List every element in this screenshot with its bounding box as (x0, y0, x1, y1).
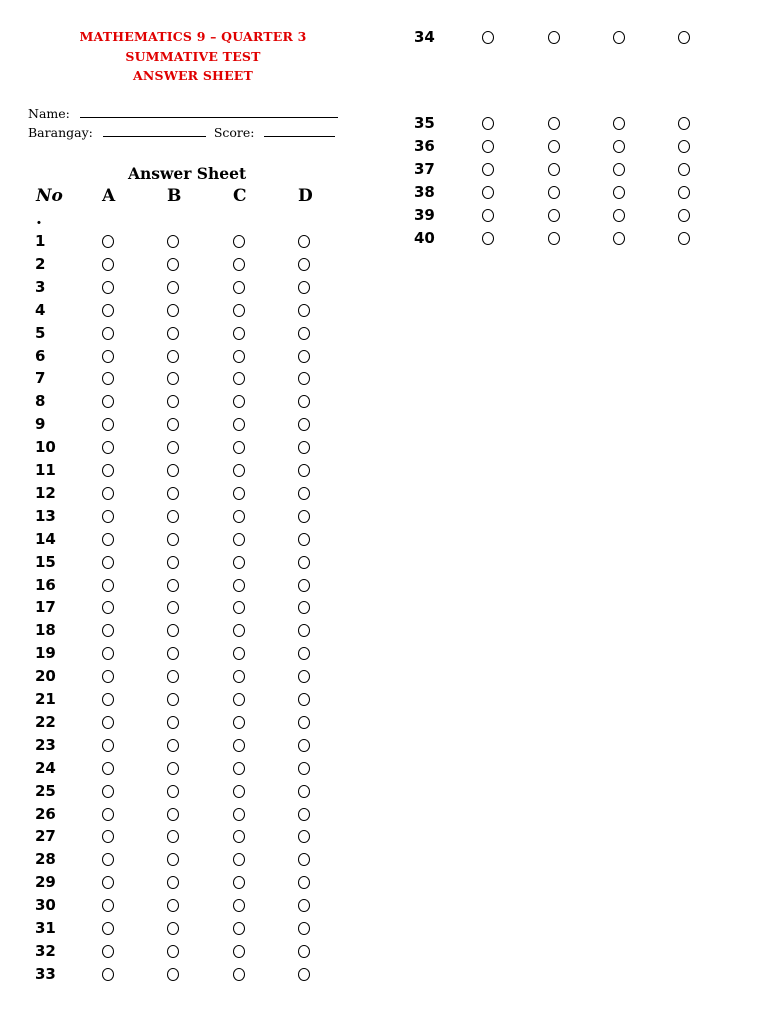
answer-bubble-b[interactable] (167, 418, 179, 431)
answer-bubble-b[interactable] (167, 785, 179, 798)
answer-bubble-b[interactable] (548, 31, 560, 44)
header-test-type: SUMMATIVE TEST (125, 48, 261, 64)
answer-bubble-d[interactable] (678, 209, 690, 222)
answer-bubble-b[interactable] (167, 395, 179, 408)
question-number: 3 (35, 277, 46, 296)
answer-bubble-c[interactable] (233, 533, 245, 546)
answer-bubble-d[interactable] (298, 853, 310, 866)
question-row (35, 827, 355, 849)
answer-bubble-b[interactable] (167, 830, 179, 843)
answer-bubble-c[interactable] (233, 418, 245, 431)
answer-bubble-c[interactable] (613, 117, 625, 130)
answer-bubble-a[interactable] (102, 762, 114, 775)
answer-bubble-d[interactable] (298, 808, 310, 821)
answer-bubble-b[interactable] (167, 968, 179, 981)
answer-bubble-b[interactable] (167, 693, 179, 706)
answer-bubble-d[interactable] (298, 487, 310, 500)
header-sheet-title: ANSWER SHEET (132, 68, 254, 83)
answer-bubble-c[interactable] (233, 281, 245, 294)
question-number: 20 (35, 667, 56, 686)
answer-bubble-b[interactable] (167, 464, 179, 477)
question-row (35, 759, 355, 781)
answer-bubble-d[interactable] (298, 899, 310, 912)
barangay-field[interactable] (103, 125, 206, 137)
question-row (35, 461, 355, 483)
answer-bubble-d[interactable] (298, 441, 310, 454)
answer-bubble-a[interactable] (102, 624, 114, 637)
question-row (35, 255, 355, 277)
question-row (35, 713, 355, 735)
question-row (35, 576, 355, 598)
answer-bubble-a[interactable] (102, 487, 114, 500)
answer-bubble-c[interactable] (233, 372, 245, 385)
answer-bubble-b[interactable] (167, 372, 179, 385)
answer-bubble-c[interactable] (233, 785, 245, 798)
answer-bubble-d[interactable] (678, 232, 690, 245)
answer-bubble-b[interactable] (167, 808, 179, 821)
answer-bubble-b[interactable] (167, 899, 179, 912)
answer-bubble-c[interactable] (233, 899, 245, 912)
question-row (35, 415, 355, 437)
answer-bubble-a[interactable] (102, 510, 114, 523)
question-row (35, 484, 355, 506)
answer-bubble-a[interactable] (482, 163, 494, 176)
answer-bubble-c[interactable] (233, 304, 245, 317)
question-row (35, 965, 355, 987)
question-row (414, 137, 734, 159)
answer-bubble-a[interactable] (102, 785, 114, 798)
question-row (35, 873, 355, 895)
answer-bubble-c[interactable] (233, 922, 245, 935)
answer-bubble-d[interactable] (298, 647, 310, 660)
answer-bubble-a[interactable] (482, 209, 494, 222)
answer-bubble-a[interactable] (102, 372, 114, 385)
answer-bubble-c[interactable] (233, 830, 245, 843)
question-number: 21 (35, 690, 56, 708)
question-row (35, 896, 355, 918)
answer-bubble-b[interactable] (167, 327, 179, 340)
question-row (414, 114, 734, 136)
answer-bubble-a[interactable] (102, 304, 114, 317)
question-number: 40 (414, 228, 435, 247)
answer-bubble-a[interactable] (102, 281, 114, 294)
question-number: 11 (35, 461, 56, 479)
answer-bubble-a[interactable] (102, 647, 114, 660)
answer-bubble-b[interactable] (167, 556, 179, 569)
answer-bubble-c[interactable] (233, 647, 245, 660)
question-number: 17 (35, 598, 56, 617)
answer-bubble-b[interactable] (167, 876, 179, 889)
barangay-label: Barangay: (28, 125, 93, 140)
name-field[interactable] (80, 106, 338, 118)
answer-bubble-b[interactable] (167, 601, 179, 614)
answer-bubble-a[interactable] (102, 441, 114, 454)
answer-bubble-d[interactable] (298, 327, 310, 340)
sheet-header (28, 27, 358, 86)
answer-bubble-b[interactable] (548, 140, 560, 153)
answer-bubble-a[interactable] (102, 670, 114, 683)
answer-bubble-c[interactable] (613, 232, 625, 245)
answer-bubble-c[interactable] (233, 693, 245, 706)
question-row (35, 690, 355, 712)
question-row (35, 553, 355, 575)
student-fields (28, 106, 338, 144)
answer-bubble-a[interactable] (102, 853, 114, 866)
answer-bubble-b[interactable] (548, 117, 560, 130)
question-number: 10 (35, 438, 56, 457)
answer-bubble-b[interactable] (167, 281, 179, 294)
answer-bubble-b[interactable] (167, 235, 179, 248)
answer-bubble-b[interactable] (167, 258, 179, 271)
column-header-no: No (36, 186, 63, 206)
answer-bubble-d[interactable] (298, 670, 310, 683)
question-number: 15 (35, 552, 56, 571)
question-row (35, 438, 355, 460)
question-number: 7 (35, 369, 46, 388)
answer-bubble-d[interactable] (678, 186, 690, 199)
answer-bubble-b[interactable] (167, 647, 179, 660)
answer-bubble-a[interactable] (482, 117, 494, 130)
answer-bubble-c[interactable] (233, 762, 245, 775)
answer-bubble-a[interactable] (102, 258, 114, 271)
column-header-a: A (102, 186, 116, 206)
answer-bubble-c[interactable] (613, 31, 625, 44)
answer-bubble-a[interactable] (482, 232, 494, 245)
question-row (35, 278, 355, 300)
answer-bubble-b[interactable] (167, 487, 179, 500)
answer-bubble-b[interactable] (167, 716, 179, 729)
answer-bubble-d[interactable] (298, 601, 310, 614)
answer-bubble-c[interactable] (233, 350, 245, 363)
answer-bubble-d[interactable] (298, 716, 310, 729)
answer-bubble-d[interactable] (298, 739, 310, 752)
column-header-d: D (298, 186, 313, 206)
answer-bubble-d[interactable] (298, 418, 310, 431)
question-row (414, 206, 734, 228)
answer-bubble-b[interactable] (167, 533, 179, 546)
name-row (28, 106, 338, 125)
answer-bubble-d[interactable] (298, 785, 310, 798)
answer-bubble-c[interactable] (233, 670, 245, 683)
question-row (35, 301, 355, 323)
answer-bubble-c[interactable] (233, 464, 245, 477)
question-row (35, 324, 355, 346)
answer-bubble-c[interactable] (233, 968, 245, 981)
answer-bubble-a[interactable] (102, 830, 114, 843)
question-row (35, 644, 355, 666)
answer-bubble-d[interactable] (298, 510, 310, 523)
answer-bubble-c[interactable] (233, 441, 245, 454)
column-header-no-dot: . (36, 209, 42, 229)
answer-bubble-d[interactable] (298, 624, 310, 637)
answer-bubble-c[interactable] (233, 945, 245, 958)
answer-bubble-c[interactable] (233, 739, 245, 752)
question-number: 26 (35, 804, 56, 823)
barangay-score-row (28, 125, 338, 144)
question-number: 1 (35, 232, 46, 250)
question-row (35, 232, 355, 254)
header-subject: MATHEMATICS 9 – QUARTER 3 (79, 29, 307, 44)
answer-bubble-c[interactable] (233, 716, 245, 729)
answer-sheet-title: Answer Sheet (128, 164, 247, 183)
answer-bubble-b[interactable] (548, 209, 560, 222)
answer-bubble-a[interactable] (102, 899, 114, 912)
answer-bubble-c[interactable] (233, 395, 245, 408)
answer-bubble-b[interactable] (167, 739, 179, 752)
answer-bubble-d[interactable] (298, 235, 310, 248)
answer-bubble-c[interactable] (233, 487, 245, 500)
answer-bubble-c[interactable] (613, 140, 625, 153)
answer-bubble-d[interactable] (298, 945, 310, 958)
answer-bubble-c[interactable] (233, 808, 245, 821)
question-row (35, 850, 355, 872)
answer-bubble-b[interactable] (167, 853, 179, 866)
answer-bubble-c[interactable] (613, 186, 625, 199)
column-header-c: C (233, 186, 247, 206)
answer-bubble-b[interactable] (167, 624, 179, 637)
question-number: 33 (35, 964, 56, 983)
question-number: 36 (414, 136, 435, 155)
answer-bubble-a[interactable] (102, 235, 114, 248)
question-row (35, 598, 355, 620)
answer-bubble-c[interactable] (233, 235, 245, 248)
question-number: 14 (35, 529, 56, 548)
question-number: 31 (35, 919, 56, 937)
answer-bubble-d[interactable] (678, 140, 690, 153)
answer-bubble-c[interactable] (233, 556, 245, 569)
question-number: 30 (35, 896, 56, 915)
answer-bubble-a[interactable] (102, 395, 114, 408)
question-number: 28 (35, 850, 56, 869)
score-field[interactable] (264, 125, 335, 137)
answer-bubble-a[interactable] (102, 716, 114, 729)
answer-bubble-d[interactable] (298, 922, 310, 935)
name-label: Name: (28, 106, 70, 121)
answer-bubble-c[interactable] (233, 510, 245, 523)
question-row (35, 736, 355, 758)
answer-bubble-b[interactable] (167, 945, 179, 958)
question-number: 32 (35, 941, 56, 960)
answer-bubble-b[interactable] (167, 510, 179, 523)
answer-bubble-d[interactable] (298, 533, 310, 546)
question-number: 24 (35, 758, 56, 777)
question-number: 34 (414, 28, 435, 46)
answer-bubble-b[interactable] (167, 441, 179, 454)
answer-bubble-d[interactable] (298, 968, 310, 981)
answer-bubble-a[interactable] (102, 876, 114, 889)
answer-bubble-d[interactable] (298, 395, 310, 408)
question-number: 39 (414, 205, 435, 224)
answer-bubble-c[interactable] (233, 876, 245, 889)
answer-bubble-a[interactable] (102, 739, 114, 752)
answer-bubble-d[interactable] (298, 762, 310, 775)
answer-bubble-c[interactable] (233, 327, 245, 340)
answer-bubble-d[interactable] (298, 693, 310, 706)
question-number: 38 (414, 182, 435, 201)
answer-bubble-a[interactable] (102, 533, 114, 546)
answer-bubble-a[interactable] (102, 327, 114, 340)
question-row (414, 183, 734, 205)
answer-bubble-a[interactable] (102, 945, 114, 958)
answer-bubble-d[interactable] (678, 117, 690, 130)
question-number: 18 (35, 621, 56, 640)
question-row (414, 160, 734, 182)
question-number: 6 (35, 346, 46, 365)
question-number: 8 (35, 392, 46, 411)
question-row (414, 229, 734, 251)
answer-bubble-b[interactable] (167, 922, 179, 935)
question-row (35, 347, 355, 369)
answer-bubble-a[interactable] (482, 31, 494, 44)
answer-bubble-d[interactable] (298, 350, 310, 363)
score-label: Score: (213, 125, 255, 140)
answer-bubble-b[interactable] (167, 762, 179, 775)
answer-bubble-a[interactable] (102, 922, 114, 935)
answer-bubble-d[interactable] (678, 31, 690, 44)
answer-bubble-b[interactable] (167, 579, 179, 592)
question-number: 4 (35, 300, 46, 319)
answer-bubble-c[interactable] (233, 624, 245, 637)
question-row (35, 782, 355, 804)
answer-bubble-a[interactable] (102, 808, 114, 821)
answer-bubble-c[interactable] (233, 601, 245, 614)
answer-bubble-a[interactable] (102, 464, 114, 477)
question-row (35, 530, 355, 552)
question-row (35, 942, 355, 964)
question-row (35, 667, 355, 689)
question-row (35, 507, 355, 529)
answer-bubble-d[interactable] (298, 281, 310, 294)
question-number: 35 (414, 114, 435, 132)
answer-bubble-a[interactable] (102, 418, 114, 431)
question-row (35, 805, 355, 827)
answer-bubble-a[interactable] (102, 350, 114, 363)
answer-bubble-d[interactable] (298, 464, 310, 477)
answer-bubble-d[interactable] (298, 556, 310, 569)
answer-bubble-a[interactable] (102, 968, 114, 981)
answer-bubble-c[interactable] (233, 579, 245, 592)
question-row (35, 369, 355, 391)
question-number: 23 (35, 735, 56, 754)
answer-bubble-a[interactable] (102, 693, 114, 706)
answer-bubble-d[interactable] (678, 163, 690, 176)
question-number: 9 (35, 415, 46, 434)
answer-bubble-a[interactable] (102, 556, 114, 569)
question-row (35, 919, 355, 941)
question-number: 25 (35, 781, 56, 800)
question-number: 2 (35, 254, 46, 273)
question-row (35, 392, 355, 414)
question-number: 19 (35, 644, 56, 663)
answer-bubble-b[interactable] (548, 186, 560, 199)
question-number: 37 (414, 159, 435, 178)
question-number: 27 (35, 827, 56, 846)
question-number: 22 (35, 712, 56, 731)
question-row (35, 621, 355, 643)
answer-bubble-d[interactable] (298, 876, 310, 889)
answer-bubble-d[interactable] (298, 258, 310, 271)
answer-bubble-d[interactable] (298, 579, 310, 592)
answer-bubble-b[interactable] (548, 163, 560, 176)
answer-bubble-a[interactable] (102, 601, 114, 614)
question-row (414, 28, 734, 50)
answer-bubble-d[interactable] (298, 830, 310, 843)
answer-bubble-d[interactable] (298, 304, 310, 317)
column-header-b: B (167, 186, 182, 206)
question-number: 16 (35, 575, 56, 594)
answer-bubble-b[interactable] (167, 350, 179, 363)
answer-bubble-b[interactable] (167, 304, 179, 317)
question-number: 13 (35, 506, 56, 525)
answer-bubble-b[interactable] (548, 232, 560, 245)
answer-bubble-a[interactable] (482, 140, 494, 153)
answer-bubble-b[interactable] (167, 670, 179, 683)
question-number: 29 (35, 873, 56, 892)
answer-bubble-a[interactable] (482, 186, 494, 199)
answer-bubble-c[interactable] (613, 209, 625, 222)
question-number: 5 (35, 323, 46, 342)
answer-bubble-c[interactable] (613, 163, 625, 176)
answer-bubble-d[interactable] (298, 372, 310, 385)
answer-bubble-c[interactable] (233, 258, 245, 271)
question-number: 12 (35, 483, 56, 502)
answer-bubble-c[interactable] (233, 853, 245, 866)
answer-bubble-a[interactable] (102, 579, 114, 592)
